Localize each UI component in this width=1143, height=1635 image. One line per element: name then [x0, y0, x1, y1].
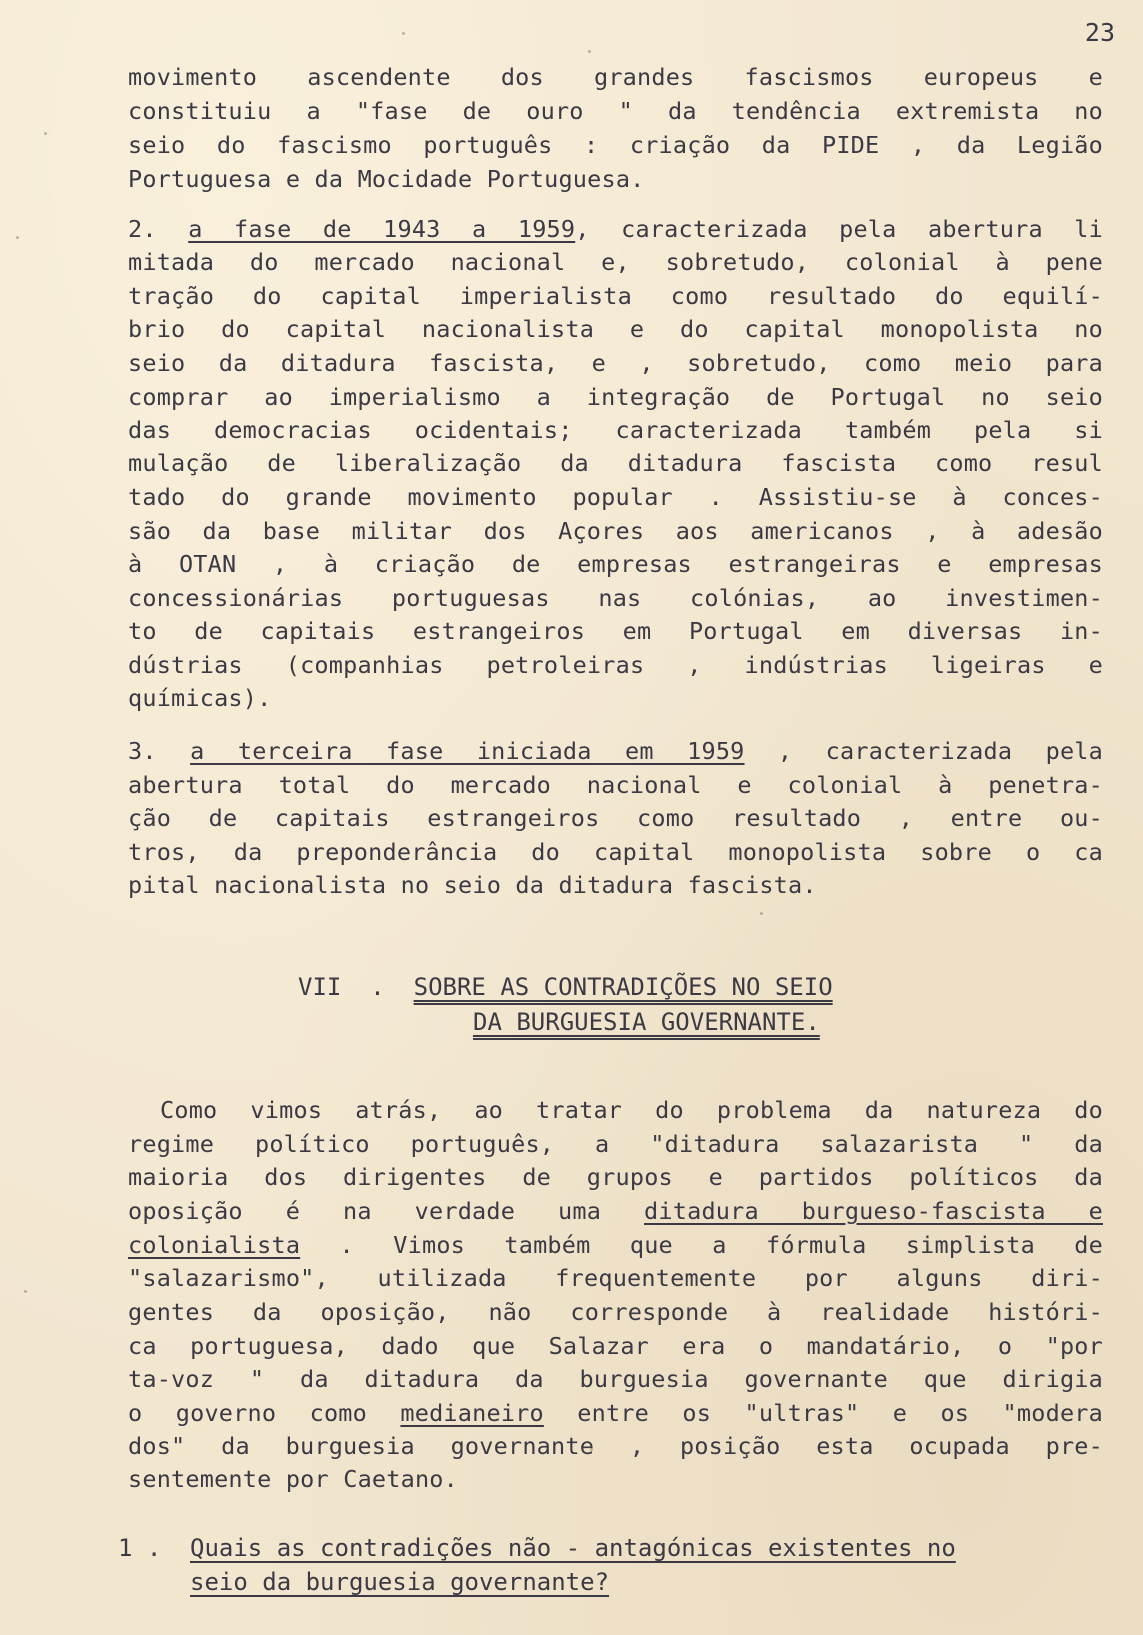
- item-3-first-line: [128, 737, 1103, 765]
- body-line-5: [128, 1231, 1103, 1259]
- section-separator: .: [370, 973, 385, 1001]
- body-line-10-rest: entre os "ultras" e os "modera: [543, 1399, 1103, 1427]
- page-number: 23: [1084, 18, 1115, 47]
- paper-speck: [402, 32, 405, 35]
- text-line: tado do grande movimento popular . Assistiu-se à conces-: [128, 483, 1103, 511]
- text-line: das democracias ocidentais; caracterizada também pela si: [128, 416, 1103, 444]
- text-line: constituiu a "fase de ouro " da tendência extremista no: [128, 97, 1103, 125]
- text-line: abertura total do mercado nacional e colonial à penetra-: [128, 771, 1103, 799]
- text-line: mulação de liberalização da ditadura fascista como resul: [128, 449, 1103, 477]
- item-2-title: a fase de 1943 a 1959: [188, 215, 576, 243]
- text-line: to de capitais estrangeiros em Portugal em diversas in-: [128, 617, 1103, 645]
- paper-speck: [24, 1290, 27, 1293]
- emphasis-phrase: ditadura burgueso-fascista e: [644, 1197, 1103, 1225]
- paper-speck: [760, 912, 763, 915]
- item-3-title: a terceira fase iniciada em 1959: [190, 737, 745, 765]
- item-2-first-line: [128, 215, 1103, 243]
- paper-speck: [44, 132, 47, 135]
- text-line: "salazarismo", utilizada frequentemente por alguns diri-: [128, 1264, 1103, 1292]
- item-2-first-line-rest: , caracterizada pela abertura li: [575, 215, 1103, 243]
- text-line: tros, da preponderância do capital monopolista sobre o ca: [128, 838, 1103, 866]
- text-line: dos" da burguesia governante , posição esta ocupada pre-: [128, 1432, 1103, 1460]
- body-line-10: [128, 1399, 1103, 1427]
- body-line-4: [128, 1197, 1103, 1225]
- emphasis-word: colonialista: [128, 1231, 301, 1259]
- text-line: são da base militar dos Açores aos americanos , à adesão: [128, 517, 1103, 545]
- text-line: dústrias (companhias petroleiras , indústrias ligeiras e: [128, 651, 1103, 679]
- text-line: ção de capitais estrangeiros como resultado , entre ou-: [128, 804, 1103, 832]
- text-line: pital nacionalista no seio da ditadura fascista.: [128, 871, 817, 899]
- paper-speck: [590, 1448, 593, 1451]
- text-line: Portuguesa e da Mocidade Portuguesa.: [128, 165, 645, 193]
- text-line: regime político português, a "ditadura salazarista " da: [128, 1130, 1103, 1158]
- section-title-line-1: SOBRE AS CONTRADIÇÕES NO SEIO: [413, 973, 833, 1001]
- text-line: Como vimos atrás, ao tratar do problema da natureza do: [160, 1096, 1103, 1124]
- text-line: seio da ditadura fascista, e , sobretudo, como meio para: [128, 349, 1103, 377]
- emphasis-word: medianeiro: [400, 1399, 544, 1427]
- question-number: 1 .: [118, 1534, 162, 1562]
- item-3-first-line-rest: , caracterizada pela: [744, 737, 1103, 765]
- body-line-4-start: oposição é na verdade uma: [128, 1197, 645, 1225]
- text-line: mitada do mercado nacional e, sobretudo, colonial à pene: [128, 248, 1103, 276]
- text-line: à OTAN , à criação de empresas estrangeiras e empresas: [128, 550, 1103, 578]
- text-line: comprar ao imperialismo a integração de Portugal no seio: [128, 383, 1103, 411]
- item-2-number: 2.: [128, 215, 157, 243]
- text-line: concessionárias portuguesas nas colónias, ao investimen-: [128, 584, 1103, 612]
- body-line-5-rest: . Vimos também que a fórmula simplista de: [300, 1231, 1103, 1259]
- section-numeral: VII: [298, 973, 342, 1001]
- question-line-2: seio da burguesia governante?: [190, 1568, 610, 1596]
- paper-speck: [588, 50, 591, 53]
- text-line: gentes da oposição, não corresponde à realidade históri-: [128, 1298, 1103, 1326]
- paper-speck: [16, 236, 19, 239]
- text-line: maioria dos dirigentes de grupos e partidos políticos da: [128, 1163, 1103, 1191]
- text-line: seio do fascismo português : criação da PIDE , da Legião: [128, 131, 1103, 159]
- text-line: ca portuguesa, dado que Salazar era o mandatário, o "por: [128, 1332, 1103, 1360]
- section-heading-line-2: [473, 1010, 820, 1034]
- section-heading-line-1: [298, 975, 833, 999]
- question-line-1: Quais as contradições não - antagónicas existentes no: [190, 1534, 956, 1562]
- body-line-10-start: o governo como: [128, 1399, 401, 1427]
- text-line: tração do capital imperialista como resultado do equilí-: [128, 282, 1103, 310]
- section-title-line-2: DA BURGUESIA GOVERNANTE.: [473, 1008, 820, 1036]
- text-line: sentemente por Caetano.: [128, 1465, 459, 1493]
- text-line: ta-voz " da ditadura da burguesia governante que dirigia: [128, 1365, 1103, 1393]
- text-line: brio do capital nacionalista e do capital monopolista no: [128, 315, 1103, 343]
- text-line: químicas).: [128, 684, 272, 712]
- item-3-number: 3.: [128, 737, 157, 765]
- text-line: movimento ascendente dos grandes fascismos europeus e: [128, 63, 1103, 91]
